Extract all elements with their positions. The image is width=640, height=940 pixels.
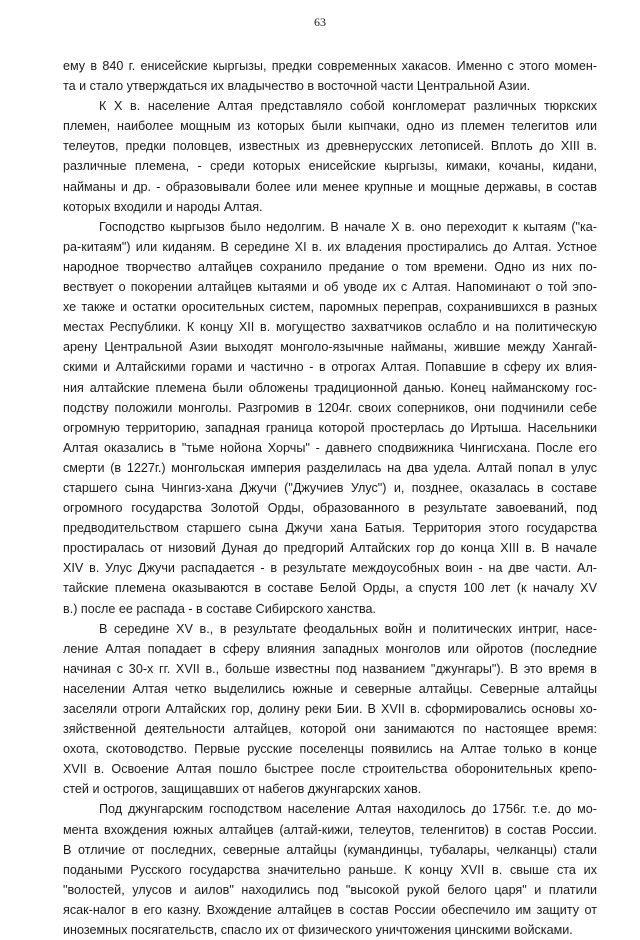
text-line: арену Центральной Азии выходят монголо-язычные найманы, жившие между Хангай-	[63, 340, 597, 355]
page-number: 63	[314, 15, 326, 29]
text-line: В середине XV в., в результате феодальных войн и политических интриг, насе-	[99, 621, 597, 636]
paragraph-3	[63, 217, 597, 619]
text-line: ление Алтая попадает в сферу влияния западных монголов или ойротов (последние	[63, 641, 597, 656]
text-line: К X в. население Алтая представляло собой конгломерат различных тюркских	[99, 99, 597, 114]
text-line: в.) после ее распада - в составе Сибирского ханства.	[63, 601, 377, 616]
text-line: XIV в. Улус Джучи распадается - в результате междоусобных воин - на две части. Ал-	[63, 561, 597, 576]
text-line: ясак-налог в его казну. Вхождение алтайцев в состав России обеспечило им защиту от	[63, 902, 597, 917]
text-line: охота, скотоводство. Первые русские поселенцы появились на Алтае только в конце	[63, 742, 597, 757]
text-line: найманы и др. - образовывали более или менее крупные и мощные державы, в состав	[63, 179, 597, 194]
text-line: смерти (в 1227г.) монгольская империя разделилась на два удела. Алтай попал в улус	[63, 460, 597, 475]
text-line: племен, наиболее мощным из которых были кыпчаки, одно из племен телегитов или	[63, 119, 597, 134]
text-line: населении Алтая четко выделились южные и северные алтайцы. Северные алтайцы	[63, 681, 597, 696]
text-line: "волостей, улусов и аилов" находились под "высокой рукой белого царя" и платили	[63, 882, 597, 897]
text-line: тайские племена оказываются в составе Белой Орды, а спустя 100 лет (к началу XV	[63, 581, 597, 596]
text-line: предводительством старшего сына Джучи хана Батыя. Территория этого государства	[63, 521, 597, 536]
text-line: огромную территорию, западная граница которой простерлась до Иртыша. Насельники	[63, 420, 597, 435]
text-line: огромного государства Золотой Орды, образованного в результате завоеваний, под	[63, 501, 597, 516]
body-text	[63, 56, 597, 940]
text-line: телеутов, предки половцев, известных из древнерусских летописей. Вплоть до XIII в.	[63, 139, 597, 154]
text-line: заселяли отроги Алтайских гор, долину реки Бии. В XVII в. сформировались основы хо-	[63, 702, 597, 716]
text-line: ра-китаям") или киданям. В середине XI в. их владения простирались до Алтая. Устное	[63, 239, 597, 254]
text-line: различные племена, - среди которых енисейские кыргызы, кимаки, кочаны, кидани,	[63, 159, 597, 174]
paragraph-4	[63, 619, 597, 800]
paragraph-2	[63, 96, 597, 217]
text-line: Господство кыргызов было недолгим. В начале X в. оно переходит к кытаям ("ка-	[99, 219, 597, 234]
text-line: иноземных посягательств, спасло их от физического уничтожения цинскими войсками.	[63, 923, 573, 938]
paragraph-1	[63, 56, 597, 96]
text-line: Алтая оказались в "тьме нойона Хорчы" - давнего сподвижника Чингисхана. После его	[63, 440, 597, 455]
text-line: вествует о покорении алтайцев кытаями и об уводе их с Алтая. Напоминают о той эпо-	[63, 280, 597, 295]
text-line: подству положили монголы. Разгромив в 1204г. своих соперников, они подчинили себе	[63, 400, 597, 415]
text-line: народное творчество алтайцев сохранило предание о том времени. Одно из них по-	[63, 259, 597, 274]
text-line: подаными Русского государства значительно раньше. К концу XVII в. свыше ста их	[63, 862, 597, 877]
text-line: местах Республики. К концу XII в. могущество захватчиков ослабло и на политическую	[63, 320, 597, 335]
text-line: старшего сына Чингиз-хана Джучи ("Джучиев Улус") и, позднее, оказалась в составе	[63, 480, 597, 495]
text-line: Под джунгарским господством население Алтая находилось до 1756г. т.е. до мо-	[99, 802, 597, 817]
text-line: зяйственной деятельности алтайцев, которой они занимаются по настоящее время:	[63, 722, 597, 737]
text-line: которых входили и народы Алтая.	[63, 199, 263, 214]
text-line: хе также и остатки оросительных систем, паромных переправ, сохранившихся в разных	[63, 300, 597, 315]
text-line: простиралась от низовий Дуная до предгорий Алтайских гор до конца XIII в. В начале	[63, 541, 597, 556]
text-line: В отличие от последних, северные алтайцы (кумандинцы, тубалары, челканцы) стали	[63, 842, 597, 857]
text-line: та и стало утверждаться их владычество в восточной части Центральной Азии.	[63, 79, 531, 94]
text-line: начиная с 30-х гг. XVII в., больше известны под названием "джунгары"). В это время в	[63, 661, 597, 676]
paragraph-5	[63, 799, 597, 940]
text-line: скими и Алтайскими горами и частично - в отрогах Алтая. Попавшие в сферу их влия-	[63, 360, 597, 375]
text-line: XVII в. Освоение Алтая пошло быстрее после строительства оборонительных крепо-	[63, 762, 597, 777]
text-line: ему в 840 г. енисейские кыргызы, предки современных хакасов. Именно с этого момен-	[63, 59, 597, 73]
text-line: мента вхождения южных алтайцев (алтай-кижи, телеутов, теленгитов) в состав России.	[63, 822, 597, 837]
text-line: стей и острогов, защищавших от набегов джунгарских ханов.	[63, 782, 422, 797]
text-line: ния алтайские племена были обложены традиционной данью. Конец найманскому гос-	[63, 380, 597, 395]
